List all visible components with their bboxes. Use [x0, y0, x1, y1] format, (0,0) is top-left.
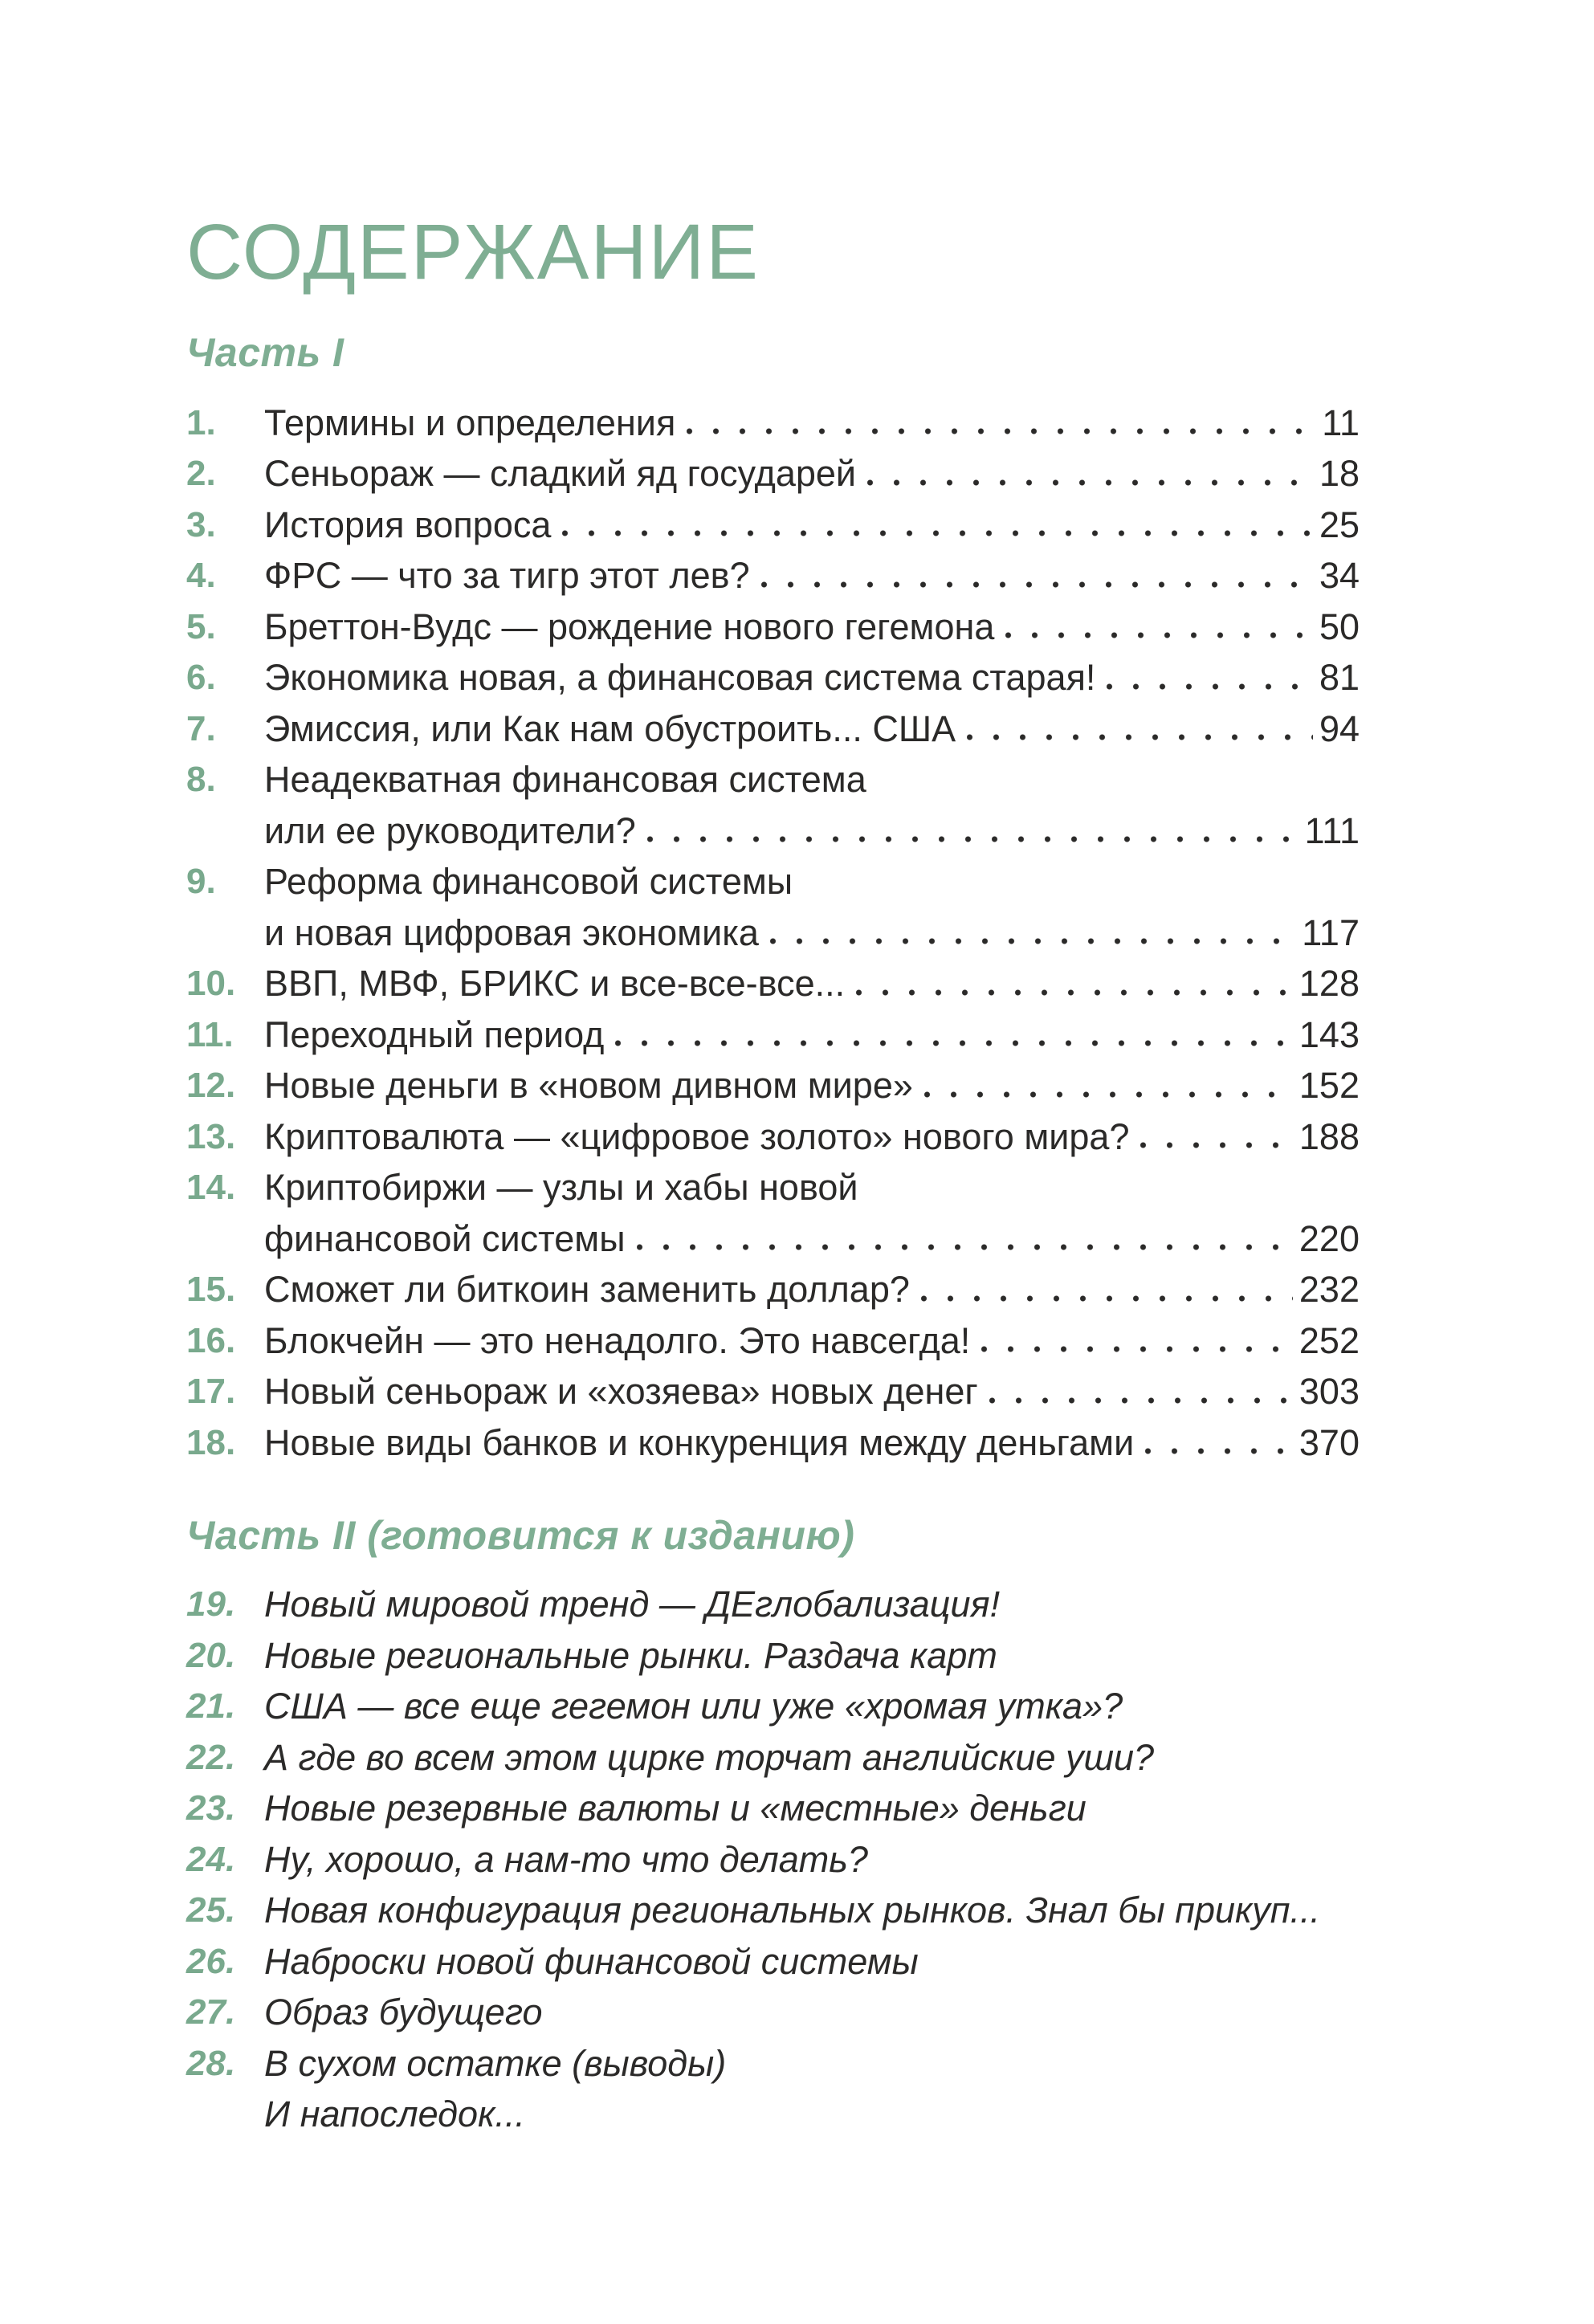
toc-page-number: 252: [1298, 1319, 1360, 1361]
toc-page-number: 81: [1319, 657, 1360, 699]
toc-item-text: Новый мировой тренд — ДЕглобализация!: [264, 1584, 1001, 1625]
toc-row: [186, 1936, 1360, 1988]
toc-item-text: Новые региональные рынки. Раздача карт: [264, 1634, 997, 1676]
dot-leader: [921, 1295, 1293, 1302]
toc-row: [186, 550, 1360, 601]
toc-row: [186, 1987, 1360, 2038]
toc-row: [186, 398, 1360, 449]
toc-item-text: Новая конфигурация региональных рынков. Знал бы прикуп...: [264, 1890, 1321, 1931]
toc-row: [186, 1834, 1360, 1886]
dot-leader: [615, 1040, 1292, 1046]
toc-row: [186, 1579, 1360, 1630]
toc-item-text: ФРС — что за тигр этот лев?: [264, 555, 750, 597]
toc-page-number: 232: [1298, 1269, 1360, 1311]
toc-row: [186, 652, 1360, 703]
toc-item-number: 10.: [186, 964, 236, 1004]
toc-row: [186, 1213, 1360, 1265]
toc-part1-list: [186, 398, 1360, 1469]
part2-heading: Часть II (готовится к изданию): [186, 1513, 855, 1559]
toc-row: [186, 2089, 1360, 2140]
toc-row: [186, 1264, 1360, 1315]
toc-row: [186, 907, 1360, 959]
toc-item-text: Образ будущего: [264, 1992, 543, 2033]
toc-item-text: Переходный период: [264, 1013, 605, 1055]
toc-row: [186, 448, 1360, 499]
toc-item-number: 3.: [186, 504, 216, 544]
toc-item-text: Новые резервные валюты и «местные» деньги: [264, 1788, 1086, 1829]
toc-item-number: 17.: [186, 1372, 236, 1412]
toc-page-number: 220: [1298, 1217, 1360, 1259]
toc-item-text: Ну, хорошо, а нам-то что делать?: [264, 1838, 868, 1880]
toc-row: [186, 1783, 1360, 1834]
toc-item-text: Новые виды банков и конкуренция между деньгами: [264, 1421, 1135, 1463]
toc-item-number: 11.: [186, 1014, 234, 1054]
toc-item-number: 19.: [186, 1584, 236, 1625]
toc-row: [186, 1681, 1360, 1732]
toc-item-number: 24.: [186, 1839, 236, 1879]
toc-item-number: 28.: [186, 2043, 236, 2083]
toc-item-text: И напоследок...: [264, 2094, 525, 2135]
page-title: СОДЕРЖАНИЕ: [186, 208, 760, 296]
dot-leader: [637, 1244, 1293, 1250]
toc-row: [186, 703, 1360, 755]
toc-item-text: ВВП, МВФ, БРИКС и все-все-все...: [264, 963, 846, 1005]
toc-row: [186, 1732, 1360, 1784]
part1-heading: Часть I: [186, 329, 344, 375]
dot-leader: [1005, 632, 1313, 638]
toc-row: [186, 1885, 1360, 1936]
dot-leader: [1107, 683, 1312, 690]
toc-page-number: 303: [1298, 1371, 1360, 1413]
toc-item-text: Термины и определения: [264, 402, 676, 443]
toc-page-number: 188: [1298, 1115, 1360, 1157]
dot-leader: [761, 581, 1313, 588]
toc-item-number: 15.: [186, 1270, 236, 1310]
toc-item-text: США — все еще гегемон или уже «хромая утка»?: [264, 1686, 1123, 1727]
toc-item-number: 18.: [186, 1422, 236, 1462]
toc-item-text: Сеньораж — сладкий яд государей: [264, 453, 857, 495]
toc-item-text: Новый сеньораж и «хозяева» новых денег: [264, 1371, 978, 1413]
toc-row: [186, 1366, 1360, 1417]
toc-item-text: Бреттон-Вудс — рождение нового гегемона: [264, 605, 995, 647]
toc-item-text: или ее руководители?: [264, 809, 636, 851]
toc-item-number: 25.: [186, 1890, 236, 1931]
toc-item-number: 16.: [186, 1320, 236, 1360]
toc-page-number: 94: [1319, 707, 1360, 749]
toc-row: [186, 2038, 1360, 2090]
toc-item-number: 13.: [186, 1116, 236, 1156]
dot-leader: [647, 836, 1298, 842]
toc-row: [186, 1162, 1360, 1213]
toc-row: [186, 1060, 1360, 1111]
toc-item-number: 21.: [186, 1686, 236, 1727]
dot-leader: [981, 1346, 1293, 1352]
toc-item-number: 20.: [186, 1635, 236, 1675]
toc-item-text: Наброски новой финансовой системы: [264, 1940, 919, 1982]
toc-row: [186, 1111, 1360, 1163]
toc-row: [186, 1009, 1360, 1061]
toc-item-number: 22.: [186, 1737, 236, 1777]
toc-item-text: История вопроса: [264, 504, 552, 545]
toc-item-number: 26.: [186, 1941, 236, 1981]
toc-item-number: 1.: [186, 402, 216, 442]
toc-item-text: Новые деньги в «новом дивном мире»: [264, 1065, 913, 1107]
toc-page-number: 50: [1319, 605, 1360, 647]
toc-item-text: Криптовалюта — «цифровое золото» нового мира?: [264, 1115, 1130, 1157]
dot-leader: [924, 1091, 1293, 1098]
dot-leader: [562, 530, 1313, 536]
dot-leader: [856, 989, 1293, 996]
toc-page-number: 25: [1319, 504, 1360, 545]
toc-row: [186, 805, 1360, 857]
toc-row: [186, 1630, 1360, 1682]
toc-item-number: 23.: [186, 1788, 236, 1829]
toc-row: [186, 601, 1360, 653]
toc-page-number: 11: [1322, 402, 1360, 443]
toc-page-number: 117: [1302, 911, 1360, 953]
toc-item-number: 5.: [186, 606, 216, 646]
toc-page-number: 370: [1298, 1421, 1360, 1463]
toc-item-number: 2.: [186, 454, 216, 494]
toc-item-text: и новая цифровая экономика: [264, 911, 759, 953]
toc-item-number: 8.: [186, 760, 216, 800]
toc-item-text: Криптобиржи — узлы и хабы новой: [264, 1167, 858, 1209]
toc-item-text: А где во всем этом цирке торчат английские уши?: [264, 1736, 1154, 1778]
dot-leader: [770, 938, 1295, 944]
toc-item-text: финансовой системы: [264, 1217, 626, 1259]
toc-page-number: 18: [1319, 453, 1360, 495]
toc-item-number: 4.: [186, 556, 216, 596]
toc-item-number: 6.: [186, 658, 216, 698]
toc-part2-list: [186, 1579, 1360, 2140]
toc-row: [186, 856, 1360, 907]
toc-row: [186, 1315, 1360, 1367]
toc-page-number: 34: [1319, 555, 1360, 597]
toc-item-number: 14.: [186, 1168, 236, 1208]
dot-leader: [867, 479, 1313, 486]
toc-page-number: 128: [1298, 963, 1360, 1005]
toc-item-text: Сможет ли биткоин заменить доллар?: [264, 1269, 910, 1311]
toc-item-number: 9.: [186, 862, 216, 902]
dot-leader: [989, 1397, 1293, 1404]
toc-row: [186, 499, 1360, 551]
toc-item-number: 12.: [186, 1066, 236, 1106]
toc-page-number: 152: [1298, 1065, 1360, 1107]
toc-row: [186, 754, 1360, 805]
toc-item-text: Эмиссия, или Как нам обустроить... США: [264, 707, 956, 749]
dot-leader: [967, 734, 1313, 740]
toc-row: [186, 1417, 1360, 1469]
toc-item-number: 27.: [186, 1992, 236, 2032]
toc-item-text: В сухом остатке (выводы): [264, 2042, 727, 2084]
toc-item-text: Неадекватная финансовая система: [264, 759, 866, 801]
toc-item-text: Реформа финансовой системы: [264, 861, 793, 903]
toc-row: [186, 958, 1360, 1009]
dot-leader: [1145, 1448, 1293, 1454]
toc-item-number: 7.: [186, 708, 216, 748]
dot-leader: [1140, 1142, 1292, 1148]
toc-item-text: Блокчейн — это ненадолго. Это навсегда!: [264, 1319, 971, 1361]
toc-item-text: Экономика новая, а финансовая система старая!: [264, 657, 1096, 699]
toc-page-number: 111: [1304, 809, 1360, 851]
toc-page-number: 143: [1298, 1013, 1360, 1055]
dot-leader: [687, 428, 1315, 434]
